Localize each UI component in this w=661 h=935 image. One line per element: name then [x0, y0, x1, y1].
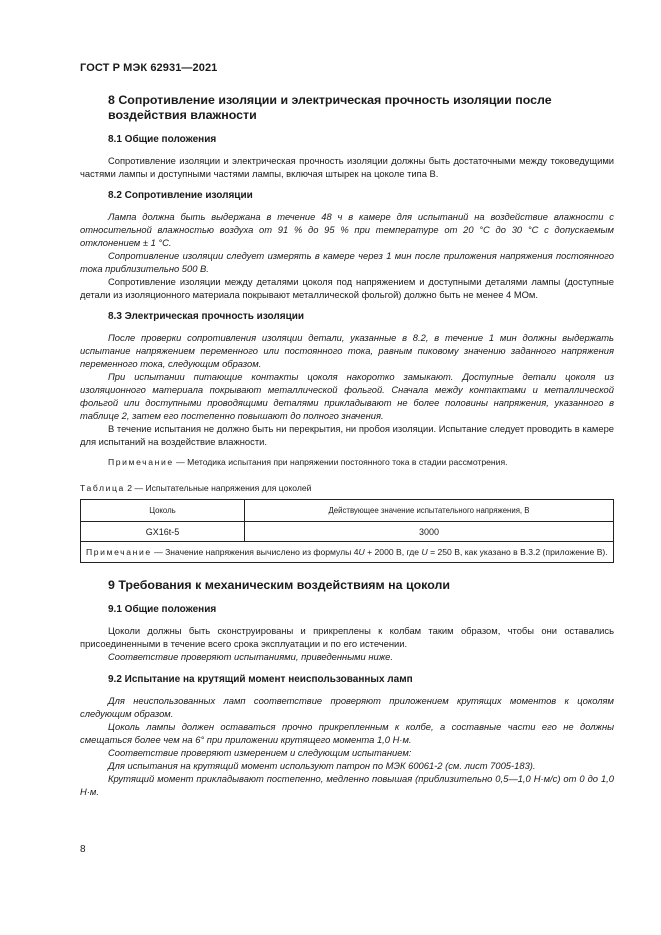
table-row	[81, 522, 614, 542]
note-text: — Методика испытания при напряжении постоянного тока в стадии рассмотрения.	[173, 457, 508, 467]
note	[80, 456, 614, 468]
table-caption	[80, 482, 614, 494]
table-caption-text: 2 — Испытательные напряжения для цоколей	[124, 483, 312, 493]
paragraph: При испытании питающие контакты цоколя накоротко замыкают. Доступные детали цоколя из изоляционного материала покрывают металлической фольгой. Сначала между контактами и металлической фольгой или доступными проводящими деталями прикладывают не более половины напряжения, указанного в таблице 2, затем его постепенно повышают до полного значения.	[80, 371, 614, 421]
table-caption-label: Таблица	[80, 483, 125, 493]
subsection-9-2-title: 9.2 Испытание на крутящий момент неиспользованных ламп	[108, 674, 413, 685]
table-note-text-c: = 250 В, как указано в В.3.2 (приложение В).	[427, 547, 608, 557]
table-note-var-u2: U	[421, 547, 428, 557]
table-note-text-b: + 2000 В, где	[364, 547, 422, 557]
subsection-8-2-title: 8.2 Сопротивление изоляции	[108, 190, 253, 201]
paragraph: Цоколи должны быть сконструированы и прикреплены к колбам таким образом, чтобы они оставались присоединенными в течение всего срока эксплуатации и по его истечении.	[80, 625, 614, 649]
paragraph: После проверки сопротивления изоляции детали, указанные в 8.2, в течение 1 мин должны выдержать испытание напряжением переменного или постоянного тока, равным пиковому значению заданного напряжения переменного тока, следующим образом.	[80, 332, 614, 369]
note-label: Примечание	[108, 457, 174, 467]
paragraph: Сопротивление изоляции следует измерять в камере через 1 мин после приложения напряжения постоянного тока приблизительно 500 В.	[80, 250, 614, 274]
section-8-title: 8 Сопротивление изоляции и электрическая прочность изоляции после воздействия влажности	[108, 93, 552, 122]
section-9-title: 9 Требования к механическим воздействиям на цоколи	[108, 578, 450, 592]
paragraph: Сопротивление изоляции и электрическая прочность изоляции должны быть достаточными между токоведущими частями лампы и доступными частями лампы, включая штырек на цоколе типа B.	[80, 155, 614, 179]
subsection-8-1-title: 8.1 Общие положения	[108, 134, 217, 145]
paragraph: Для неиспользованных ламп соответствие проверяют приложением крутящих моментов к цоколям следующим образом.	[80, 695, 614, 719]
cell-cap: GX16t-5	[81, 522, 245, 542]
paragraph: Для испытания на крутящий момент используют патрон по МЭК 60061-2 (см. лист 7005-183).	[108, 760, 536, 771]
voltage-table	[80, 499, 614, 563]
paragraph: В течение испытания не должно быть ни перекрытия, ни пробоя изоляции. Испытание следует проводить в камере для испытаний на воздействие влажности.	[80, 423, 614, 447]
table-note-label: Примечание	[86, 547, 152, 557]
paragraph: Соответствие проверяют измерением и следующим испытанием:	[108, 747, 412, 758]
header-voltage: Действующее значение испытательного напряжения, В	[245, 500, 614, 522]
paragraph: Соответствие проверяют испытаниями, приведенными ниже.	[108, 651, 393, 662]
standard-code: ГОСТ Р МЭК 62931—2021	[80, 62, 218, 74]
page-number: 8	[80, 844, 86, 855]
subsection-9-1-title: 9.1 Общие положения	[108, 604, 217, 615]
table-note-text-a: — Значение напряжения вычислено из формулы 4	[151, 547, 359, 557]
paragraph: Сопротивление изоляции между деталями цоколя под напряжением и доступными деталями лампы (доступные детали из изоляционного материала покрывают металлической фольгой) должно быть не менее 4 МОм.	[80, 276, 614, 300]
paragraph: Цоколь лампы должен оставаться прочно прикрепленным к колбе, а составные части его не должны смещаться более чем на 6° при приложении крутящего момента 1,0 Н·м.	[80, 721, 614, 745]
cell-voltage: 3000	[245, 522, 614, 542]
page-content	[80, 93, 614, 798]
paragraph: Крутящий момент прикладывают постепенно, медленно повышая (приблизительно 0,5—1,0 Н·м/с) от 0 до 1,0 Н·м.	[80, 773, 614, 797]
paragraph: Лампа должна быть выдержана в течение 48 ч в камере для испытаний на воздействие влажности с относительной влажностью воздуха от 91 % до 95 % при температуре от 20 °C до 30 °C с допускаемым отклонением ± 1 °C.	[80, 211, 614, 248]
subsection-8-3-title: 8.3 Электрическая прочность изоляции	[108, 311, 305, 322]
table-note-row	[81, 542, 614, 563]
table-header-row	[81, 500, 614, 522]
table-note	[81, 542, 614, 563]
header-cap: Цоколь	[81, 500, 245, 522]
table-note-var-u1: U	[358, 547, 365, 557]
